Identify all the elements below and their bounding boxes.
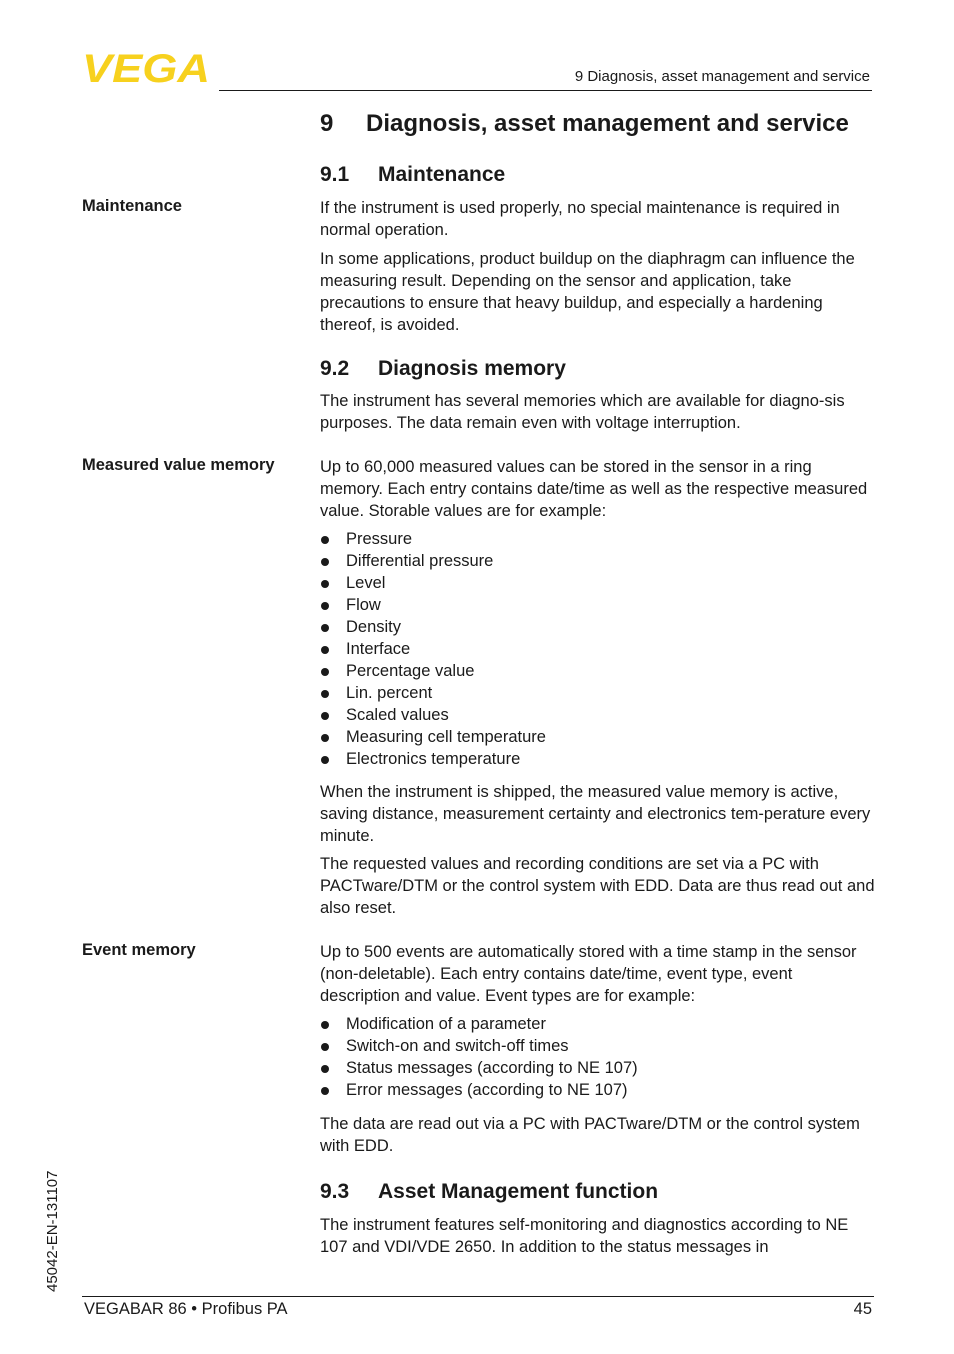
- side-label-event-memory: Event memory: [82, 941, 196, 959]
- list-item: Status messages (according to NE 107): [320, 1057, 876, 1079]
- list-item: Level: [320, 572, 876, 594]
- measured-value-intro: Up to 60,000 measured values can be stored in the sensor in a ring memory. Each entry contains date/time as well as the respective measured value. Storable values are for example:: [320, 458, 868, 520]
- bullet-icon: [321, 580, 329, 588]
- bullet-icon: [321, 1021, 329, 1029]
- footer-product: VEGABAR 86 • Profibus PA: [84, 1300, 288, 1318]
- bullet-icon: [321, 536, 329, 544]
- chapter-title: Diagnosis, asset management and service: [366, 110, 849, 137]
- paragraph: In some applications, product buildup on the diaphragm can influence the measuring result. Depending on the sensor and application, take precautions to ensure that heavy buildup, and especially a hardening thereof, is avoided.: [320, 250, 855, 334]
- bullet-icon: [321, 646, 329, 654]
- paragraph: When the instrument is shipped, the measured value memory is active, saving distance, measurement certainty and electronics tem-perature every minute.: [320, 783, 871, 845]
- running-header: 9 Diagnosis, asset management and service: [574, 68, 870, 85]
- page-number: 45: [853, 1300, 872, 1318]
- section-title: Diagnosis memory: [378, 357, 566, 380]
- asset-management-text: The instrument features self-monitoring and diagnostics according to NE 107 and VDI/VDE 2650. In addition to the status messages in: [320, 1216, 849, 1256]
- list-item: Scaled values: [320, 704, 876, 726]
- list-item: Lin. percent: [320, 682, 876, 704]
- bullet-icon: [321, 668, 329, 676]
- side-label-maintenance: Maintenance: [82, 197, 182, 215]
- bullet-icon: [321, 1043, 329, 1051]
- paragraph: If the instrument is used properly, no special maintenance is required in normal operation.: [320, 199, 840, 239]
- bullet-icon: [321, 1065, 329, 1073]
- diagnosis-intro: The instrument has several memories which are available for diagno-sis purposes. The data remain even with voltage interruption.: [320, 392, 845, 432]
- bullet-icon: [321, 690, 329, 698]
- logo-text: VEGA: [82, 52, 210, 84]
- list-item: Percentage value: [320, 660, 876, 682]
- section-number: 9.2: [320, 357, 350, 380]
- bullet-icon: [321, 756, 329, 764]
- chapter-heading: [320, 110, 849, 138]
- section-title: Maintenance: [378, 163, 506, 186]
- side-label-measured-value-memory: Measured value memory: [82, 456, 275, 474]
- list-item: Error messages (according to NE 107): [320, 1079, 876, 1101]
- bullet-icon: [321, 624, 329, 632]
- storable-values-list: [320, 528, 876, 770]
- list-item: Pressure: [320, 528, 876, 550]
- footer-divider: [82, 1296, 874, 1297]
- section-heading-asset-management: [320, 1180, 658, 1204]
- section-heading-maintenance: [320, 163, 505, 187]
- event-memory-intro: Up to 500 events are automatically stored with a time stamp in the sensor (non-deletable). Each entry contains date/time, event type, event description and value. Event types are for example:: [320, 943, 857, 1005]
- section-title: Asset Management function: [378, 1180, 659, 1203]
- bullet-icon: [321, 602, 329, 610]
- bullet-icon: [321, 712, 329, 720]
- list-item: Differential pressure: [320, 550, 876, 572]
- chapter-number: 9: [320, 110, 334, 137]
- list-item: Density: [320, 616, 876, 638]
- list-item: Electronics temperature: [320, 748, 876, 770]
- bullet-icon: [321, 1087, 329, 1095]
- measured-value-after: [320, 781, 876, 919]
- section-heading-diagnosis-memory: [320, 357, 566, 381]
- section-number: 9.1: [320, 163, 350, 186]
- bullet-icon: [321, 734, 329, 742]
- list-item: Measuring cell temperature: [320, 726, 876, 748]
- event-types-list: [320, 1013, 876, 1101]
- section-number: 9.3: [320, 1180, 350, 1203]
- paragraph: The requested values and recording conditions are set via a PC with PACTware/DTM or the control system with EDD. Data are thus read out and also reset.: [320, 855, 875, 917]
- list-item: Interface: [320, 638, 876, 660]
- maintenance-text: [320, 197, 876, 336]
- list-item: Switch-on and switch-off times: [320, 1035, 876, 1057]
- document-id: 45042-EN-131107: [44, 1170, 61, 1292]
- list-item: Flow: [320, 594, 876, 616]
- vega-logo: [82, 52, 212, 84]
- list-item: Modification of a parameter: [320, 1013, 876, 1035]
- bullet-icon: [321, 558, 329, 566]
- header-divider: [219, 90, 872, 91]
- event-memory-after: The data are read out via a PC with PACTware/DTM or the control system with EDD.: [320, 1115, 860, 1155]
